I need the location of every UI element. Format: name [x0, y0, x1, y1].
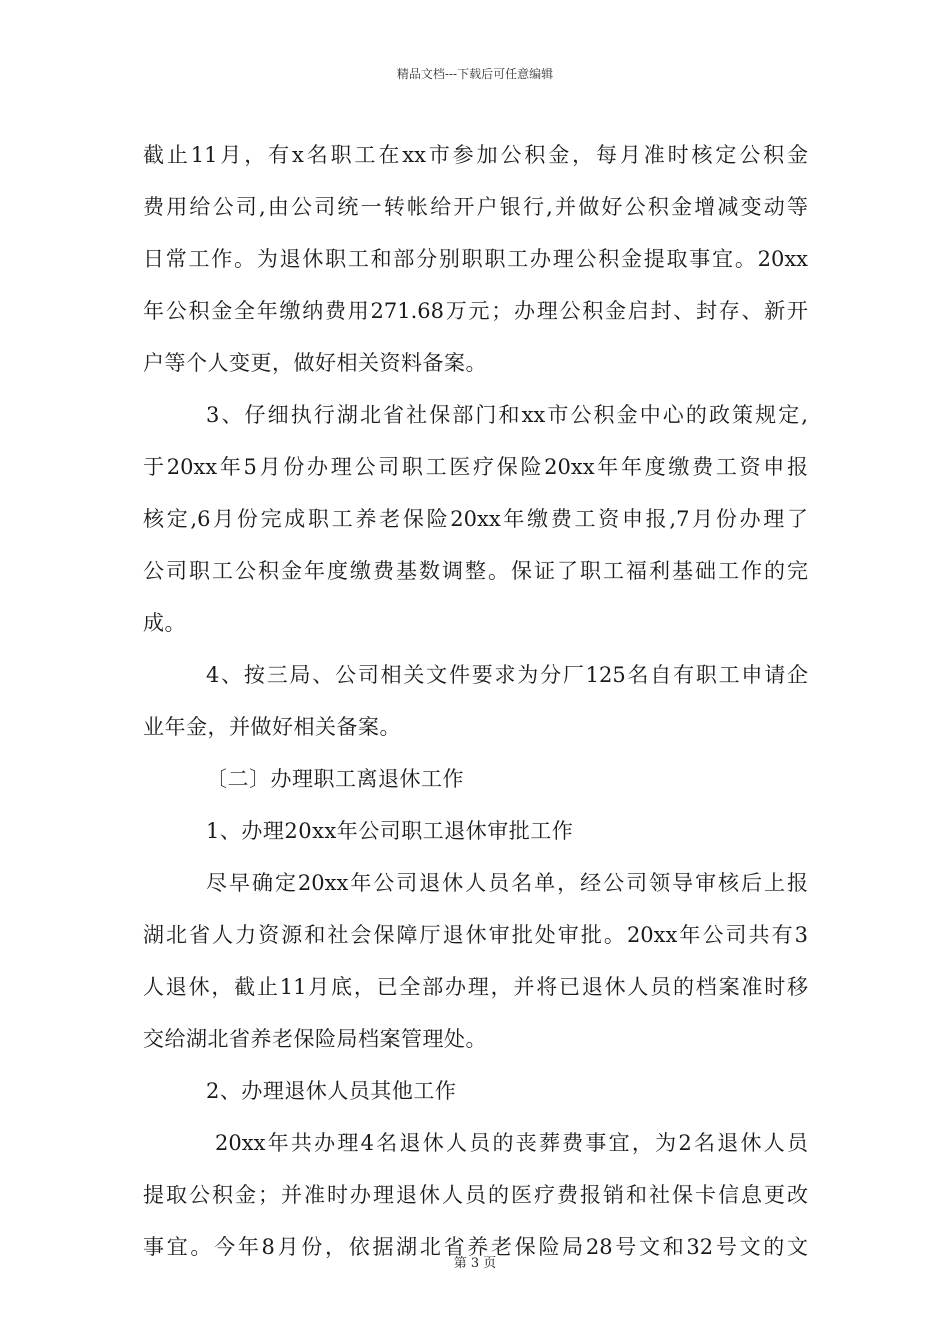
document-body	[143, 129, 808, 1273]
body-line: 事宜。今年8月份，依据湖北省养老保险局28号文和32号文的文	[143, 1235, 808, 1259]
sub-heading: 2、办理退休人员其他工作	[206, 1079, 457, 1103]
body-line: 人退休，截止11月底，已全部办理，并将已退休人员的档案准时移	[143, 975, 808, 999]
body-line: 截止11月，有x名职工在xx市参加公积金，每月准时核定公积金	[143, 143, 808, 167]
body-line: 业年金，并做好相关备案。	[143, 715, 401, 739]
body-line: 提取公积金；并准时办理退休人员的医疗费报销和社保卡信息更改	[143, 1183, 808, 1207]
body-line: 户等个人变更，做好相关资料备案。	[143, 351, 487, 375]
section-heading: 〔二〕办理职工离退休工作	[206, 767, 464, 791]
body-line: 湖北省人力资源和社会保障厅退休审批处审批。20xx年公司共有3	[143, 923, 808, 947]
page-number: 第 3 页	[453, 1256, 497, 1271]
body-line: 于20xx年5月份办理公司职工医疗保险20xx年年度缴费工资申报	[143, 455, 808, 479]
body-line: 4、按三局、公司相关文件要求为分厂125名自有职工申请企	[206, 663, 808, 687]
page-header: 精品文档---下载后可任意编辑	[396, 67, 554, 81]
body-line: 公司职工公积金年度缴费基数调整。保证了职工福利基础工作的完	[143, 559, 808, 583]
sub-heading: 1、办理20xx年公司职工退休审批工作	[206, 819, 574, 843]
body-line: 年公积金全年缴纳费用271.68万元；办理公积金启封、封存、新开	[143, 299, 808, 323]
body-line: 交给湖北省养老保险局档案管理处。	[143, 1027, 487, 1051]
body-line: 20xx年共办理4名退休人员的丧葬费事宜，为2名退休人员	[215, 1131, 808, 1155]
body-line: 3、仔细执行湖北省社保部门和xx市公积金中心的政策规定,	[206, 403, 808, 427]
body-line: 日常工作。为退休职工和部分别职职工办理公积金提取事宜。20xx	[143, 247, 808, 271]
body-line: 成。	[143, 611, 186, 635]
body-line: 费用给公司,由公司统一转帐给开户银行,并做好公积金增减变动等	[143, 195, 808, 219]
body-line: 尽早确定20xx年公司退休人员名单，经公司领导审核后上报	[206, 871, 808, 895]
body-line: 核定,6月份完成职工养老保险20xx年缴费工资申报,7月份办理了	[143, 507, 808, 531]
